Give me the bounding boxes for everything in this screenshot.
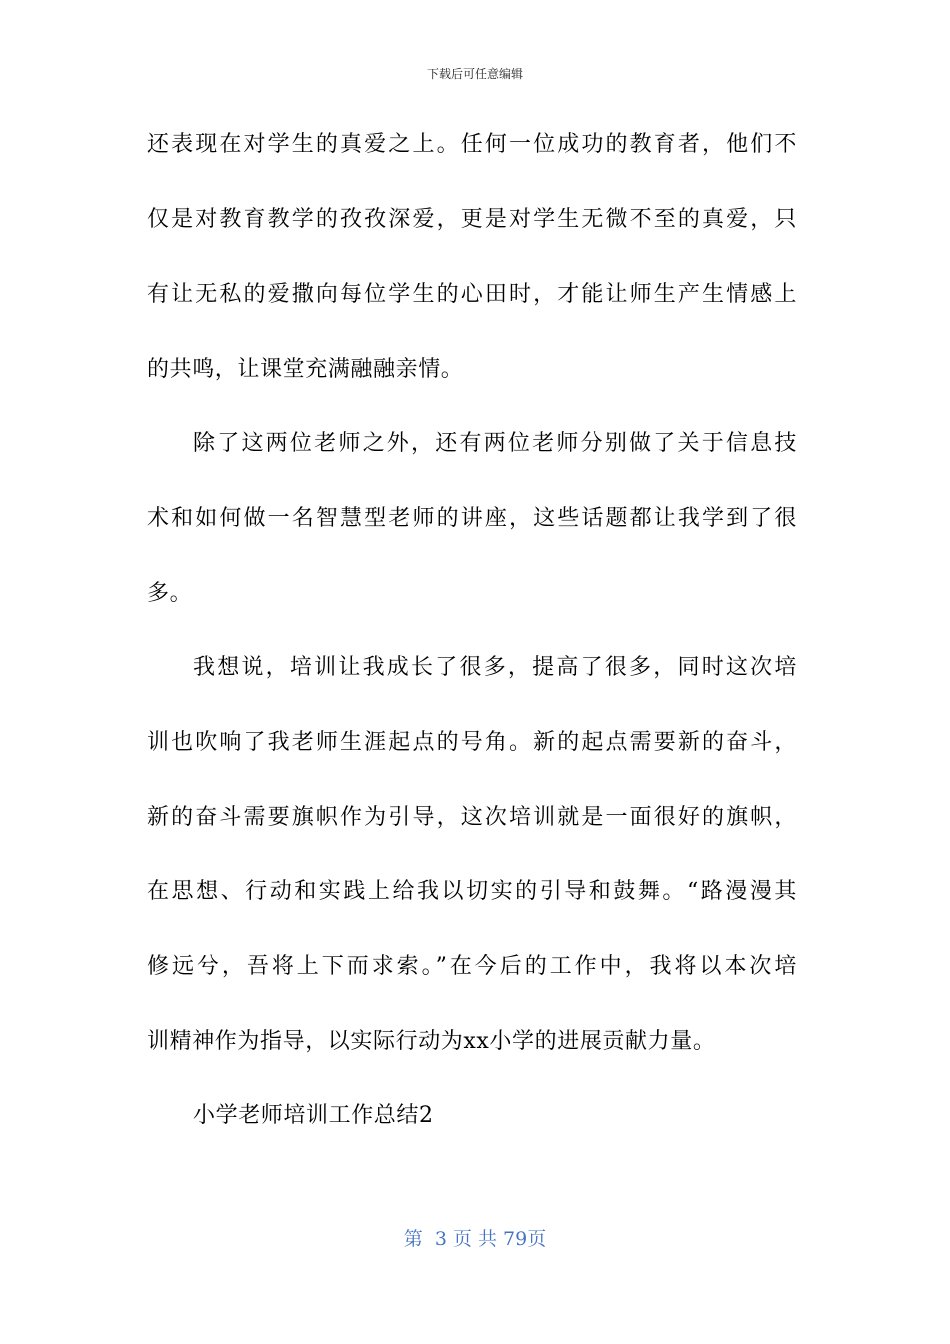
body-text-line: 在思想、行动和实践上给我以切实的引导和鼓舞。“路漫漫其 xyxy=(147,879,797,904)
paragraph-first-line: 我想说，培训让我成长了很多，提高了很多，同时这次培 xyxy=(193,655,797,680)
body-text-line: 术和如何做一名智慧型老师的讲座，这些话题都让我学到了很 xyxy=(147,506,797,531)
page-header: 下载后可任意编辑 xyxy=(426,67,523,81)
page-number-footer: 第 3 页 共 79页 xyxy=(403,1228,547,1250)
body-text-line: 还表现在对学生的真爱之上。任何一位成功的教育者，他们不 xyxy=(147,132,797,157)
body-text-line: 的共鸣，让课堂充满融融亲情。 xyxy=(147,357,464,382)
body-text-line: 新的奋斗需要旗帜作为引导，这次培训就是一面很好的旗帜， xyxy=(147,805,797,830)
body-text-line: 多。 xyxy=(147,581,193,606)
section-heading: 小学老师培训工作总结2 xyxy=(193,1103,434,1128)
body-text-line: 训也吹响了我老师生涯起点的号角。新的起点需要新的奋斗， xyxy=(147,730,797,755)
body-text-line: 修远兮，吾将上下而求索。”在今后的工作中，我将以本次培 xyxy=(147,954,797,979)
body-text-line: 有让无私的爱撒向每位学生的心田时，才能让师生产生情感上 xyxy=(147,282,797,307)
body-text-line: 仅是对教育教学的孜孜深爱，更是对学生无微不至的真爱，只 xyxy=(147,207,797,232)
paragraph-first-line: 除了这两位老师之外，还有两位老师分别做了关于信息技 xyxy=(193,431,797,456)
body-text-line: 训精神作为指导，以实际行动为xx小学的进展贡献力量。 xyxy=(147,1029,716,1054)
